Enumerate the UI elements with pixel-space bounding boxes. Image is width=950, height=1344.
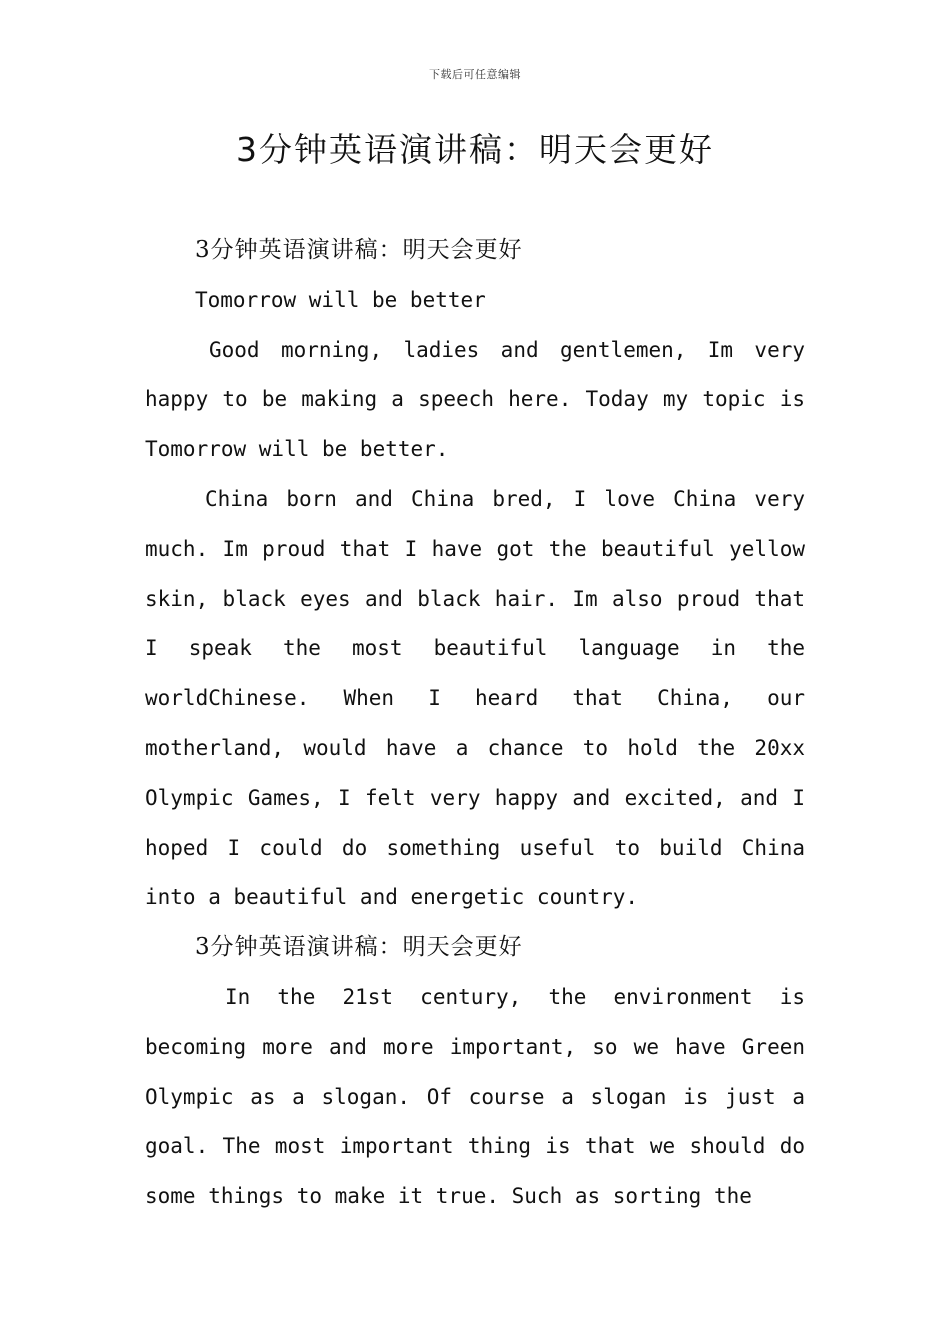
paragraph-environment: In the 21st century, the environment is becoming more and more important, so we have Green Olympic as a slogan. Of course a slogan is just a goal. The most important thing is that we should do some things to make it true. Such as sorting the <box>145 984 805 1209</box>
paragraph-china: China born and China bred, I love China very much. Im proud that I have got the beautiful yellow skin, black eyes and black hair. Im also proud that I speak the most beautiful language in the worldChinese. When I heard that China, our motherland, would have a chance to hold the 20xx Olympic Games, I felt very happy and excited, and I hoped I could do something useful to build China into a beautiful and energetic country. <box>145 486 805 910</box>
paragraph-greeting: Good morning, ladies and gentlemen, Im very happy to be making a speech here. Today my topic is Tomorrow will be better. <box>145 337 805 462</box>
paragraph-subtitle-repeat: 3分钟英语演讲稿：明天会更好 <box>195 934 523 961</box>
paragraph-subtitle: 3分钟英语演讲稿：明天会更好 <box>195 237 523 263</box>
paragraph-heading: Tomorrow will be better <box>195 287 486 312</box>
header-note: 下载后可任意编辑 <box>429 68 521 81</box>
document-body <box>145 226 805 1222</box>
document-title: 3分钟英语演讲稿：明天会更好 <box>236 130 714 169</box>
